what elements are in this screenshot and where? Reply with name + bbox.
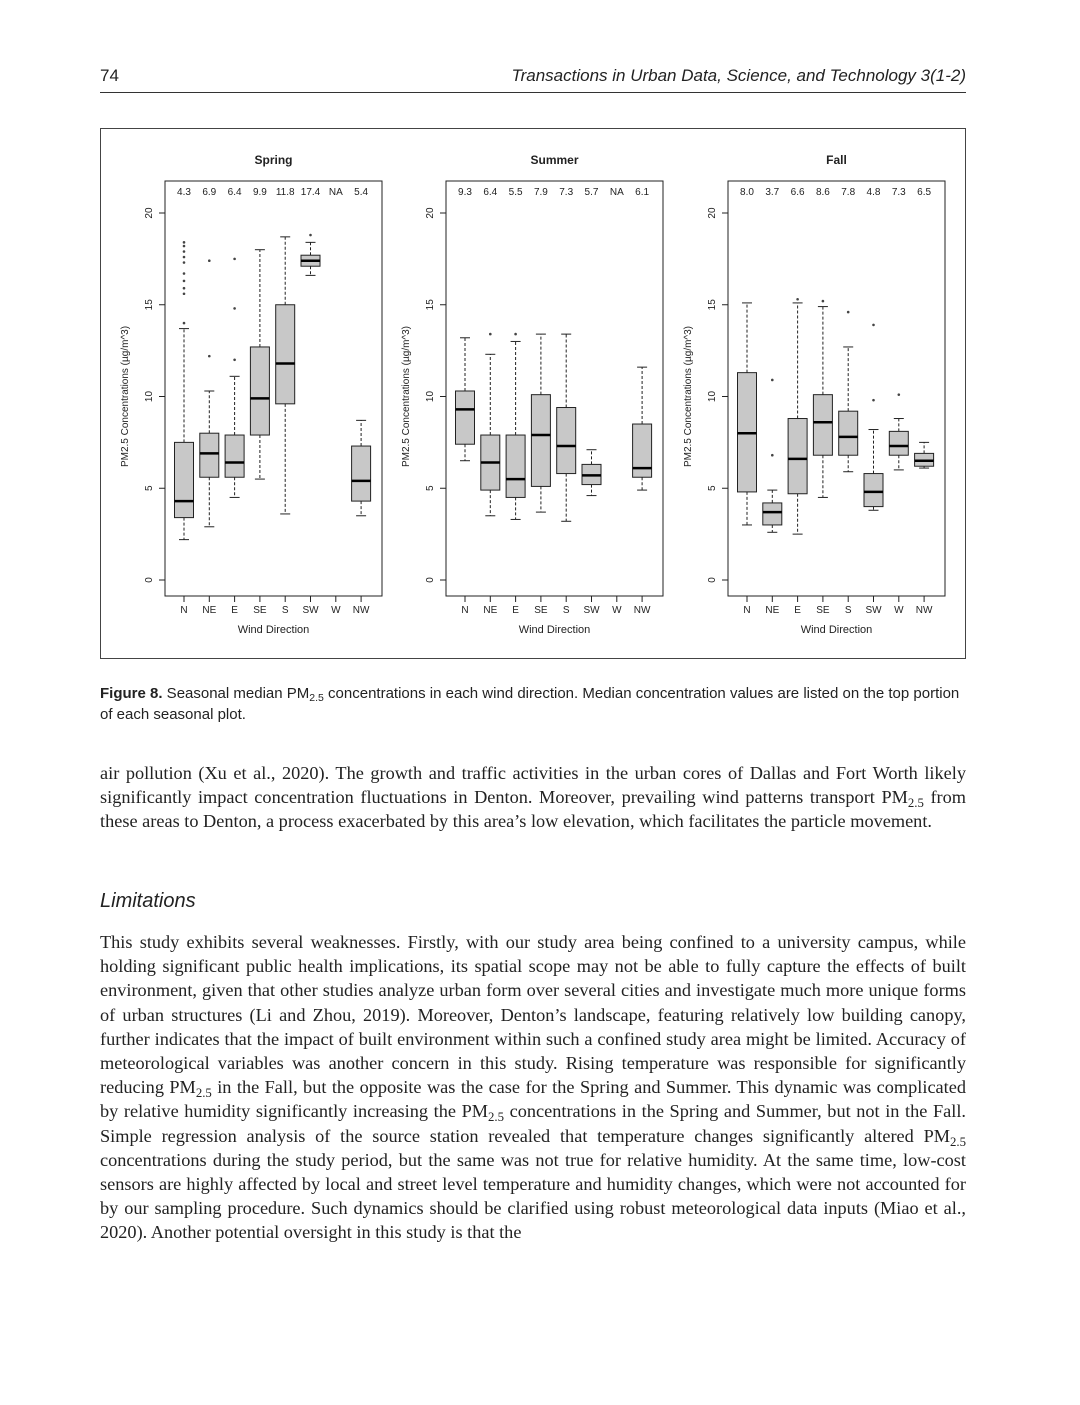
x-axis-label: Wind Direction xyxy=(800,624,873,636)
x-tick-label: S xyxy=(281,605,289,616)
outlier-point xyxy=(771,379,774,382)
iqr-box xyxy=(763,503,782,525)
paragraph-2-subscript-3: 2.5 xyxy=(950,1134,966,1149)
median-value-label: 8.0 xyxy=(740,187,754,198)
y-tick-label: 5 xyxy=(707,485,718,492)
median-value-label: 7.9 xyxy=(533,187,548,198)
median-value-label: 6.4 xyxy=(227,187,242,198)
median-value-label: 3.7 xyxy=(765,187,780,198)
iqr-box xyxy=(276,305,295,404)
outlier-point xyxy=(183,241,186,244)
y-tick-label: 15 xyxy=(707,299,718,311)
outlier-point xyxy=(847,311,850,314)
outlier-point xyxy=(822,300,825,303)
x-tick-label: E xyxy=(794,605,801,616)
y-tick-label: 10 xyxy=(425,390,436,403)
x-tick-label: N xyxy=(743,605,751,616)
outlier-point xyxy=(183,322,186,325)
outlier-point xyxy=(309,234,312,237)
x-tick-label: SW xyxy=(865,605,882,616)
paragraph-2-text-a: This study exhibits several weaknesses. Firstly, with our study area being confined to a university campus, while holding significant public health implications, its spatial scope may not be able to fully capture the effects of built environment, given that other studies analyze urban form over several cities and investigate much more unique forms of urban structures (Li and Zhou, 2019). Moreover, Denton’s landscape, featuring relatively low building canopy, further indicates that the impact of built environment within such a confined study area might be limited. Accuracy of meteorological variables was another concern in this study. Rising temperature was responsible for significantly reducing PM xyxy=(100,932,966,1098)
paragraph-1-text-a: air pollution (Xu et al., 2020). The growth and traffic activities in the urban cores of Dallas and Fort Worth likely significantly impact concentration fluctuations in Denton. Moreover, prevailing wind patterns transport PM xyxy=(100,763,966,808)
median-value-label: 6.9 xyxy=(202,187,217,198)
x-tick-label: E xyxy=(231,605,238,616)
iqr-box xyxy=(506,435,525,497)
iqr-box xyxy=(200,433,219,477)
outlier-point xyxy=(183,250,186,253)
median-value-label: 4.8 xyxy=(866,187,881,198)
x-tick-label: NW xyxy=(915,605,933,616)
x-tick-label: W xyxy=(894,605,904,616)
outlier-point xyxy=(183,287,186,290)
paragraph-2-subscript-1: 2.5 xyxy=(195,1086,212,1101)
x-tick-label: SE xyxy=(534,605,548,616)
median-value-label: 9.3 xyxy=(458,187,472,198)
outlier-point xyxy=(796,298,799,301)
iqr-box xyxy=(788,419,807,494)
median-value-label: 4.3 xyxy=(177,187,191,198)
y-axis-label: PM2.5 Concentrations (µg/m^3) xyxy=(401,325,412,468)
outlier-point xyxy=(183,261,186,264)
paragraph-1 xyxy=(100,761,966,834)
x-tick-label: S xyxy=(562,605,570,616)
y-tick-label: 15 xyxy=(425,299,436,311)
outlier-point xyxy=(233,258,236,261)
iqr-box xyxy=(557,408,576,474)
outlier-point xyxy=(208,259,211,262)
x-tick-label: SW xyxy=(302,605,319,616)
iqr-box xyxy=(352,446,371,501)
median-value-label: 6.6 xyxy=(790,187,805,198)
y-tick-label: 10 xyxy=(707,390,718,403)
median-value-label: 17.4 xyxy=(300,187,321,198)
iqr-box xyxy=(864,474,883,507)
iqr-box xyxy=(175,442,194,517)
journal-title: Transactions in Urban Data, Science, and Technology 3(1-2) xyxy=(511,66,966,85)
x-tick-label: E xyxy=(512,605,519,616)
iqr-box xyxy=(225,435,244,477)
page-number: 74 xyxy=(100,66,119,85)
iqr-box xyxy=(889,431,908,455)
x-tick-label: W xyxy=(331,605,341,616)
y-tick-label: 20 xyxy=(425,207,436,219)
y-tick-label: 0 xyxy=(425,577,436,583)
x-tick-label: NW xyxy=(633,605,651,616)
paragraph-2 xyxy=(100,930,966,1245)
caption-text-1: Seasonal median PM xyxy=(162,685,310,702)
median-value-label: 11.8 xyxy=(275,187,295,198)
section-heading-limitations: Limitations xyxy=(100,890,196,912)
median-value-label: 7.8 xyxy=(841,187,856,198)
plot-frame xyxy=(446,181,663,596)
iqr-box xyxy=(813,395,832,456)
outlier-point xyxy=(233,359,236,362)
paragraph-2-text-b: in the Fall, but the opposite was the case for the Spring and Summer. This dynamic was complicated by relative humidity significantly increasing the PM xyxy=(100,1077,967,1122)
median-value-label: 5.5 xyxy=(508,187,523,198)
median-value-label: 6.5 xyxy=(917,187,932,198)
median-value-label: NA xyxy=(609,187,624,198)
y-tick-label: 20 xyxy=(144,207,155,219)
figure-caption xyxy=(100,683,966,725)
x-tick-label: W xyxy=(612,605,622,616)
median-value-label: 6.1 xyxy=(635,187,650,198)
iqr-box xyxy=(456,391,475,444)
x-tick-label: SW xyxy=(583,605,600,616)
x-axis-label: Wind Direction xyxy=(518,624,591,636)
median-value-label: NA xyxy=(328,187,343,198)
x-tick-label: NE xyxy=(202,605,217,616)
y-tick-label: 20 xyxy=(707,207,718,219)
x-tick-label: NE xyxy=(483,605,498,616)
running-head xyxy=(100,66,966,93)
paragraph-2-text-c: concentrations in the Spring and Summer, but not in the Fall. Simple regression analysis of the source station revealed that temperature changes significantly altered PM xyxy=(100,1101,966,1146)
outlier-point xyxy=(183,280,186,283)
y-tick-label: 15 xyxy=(144,299,155,311)
x-tick-label: SE xyxy=(253,605,267,616)
median-value-label: 7.3 xyxy=(891,187,906,198)
y-tick-label: 0 xyxy=(707,577,718,583)
caption-subscript: 2.5 xyxy=(309,692,324,705)
paragraph-2-subscript-2: 2.5 xyxy=(488,1110,504,1125)
outlier-point xyxy=(233,307,236,310)
boxplot-figure xyxy=(101,129,967,660)
y-tick-label: 0 xyxy=(144,577,155,583)
median-value-label: 9.9 xyxy=(252,187,267,198)
x-tick-label: N xyxy=(180,605,188,616)
x-axis-label: Wind Direction xyxy=(237,624,310,636)
x-tick-label: N xyxy=(461,605,469,616)
iqr-box xyxy=(839,411,858,455)
paragraph-1-text-b: from these areas to Denton, a process exacerbated by this area’s low elevation, which facilitates the particle movement. xyxy=(100,787,966,832)
iqr-box xyxy=(250,347,269,435)
outlier-point xyxy=(183,272,186,275)
x-tick-label: S xyxy=(844,605,852,616)
x-tick-label: NE xyxy=(765,605,780,616)
plot-frame xyxy=(728,181,945,596)
y-axis-label: PM2.5 Concentrations (µg/m^3) xyxy=(120,325,131,468)
y-tick-label: 5 xyxy=(425,485,436,492)
median-value-label: 8.6 xyxy=(815,187,830,198)
outlier-point xyxy=(183,292,186,295)
outlier-point xyxy=(514,333,517,336)
y-tick-label: 5 xyxy=(144,485,155,492)
iqr-box xyxy=(531,395,550,487)
figure-8 xyxy=(100,128,966,659)
x-tick-label: SE xyxy=(816,605,830,616)
outlier-point xyxy=(872,324,875,327)
outlier-point xyxy=(872,399,875,402)
median-value-label: 5.7 xyxy=(584,187,599,198)
x-tick-label: NW xyxy=(352,605,370,616)
y-axis-label: PM2.5 Concentrations (µg/m^3) xyxy=(683,325,694,468)
y-tick-label: 10 xyxy=(144,390,155,403)
figure-label: Figure 8. xyxy=(100,685,163,702)
panel-title: Summer xyxy=(530,153,579,167)
outlier-point xyxy=(489,333,492,336)
outlier-point xyxy=(183,245,186,248)
paragraph-1-subscript: 2.5 xyxy=(907,796,924,811)
paragraph-2-text-d: concentrations during the study period, but the same was not true for relative humidity. At the same time, low-cost sensors are highly affected by local and street level temperature and humidity changes, which were not accounted for by our sampling procedure. Such dynamics should be clarified using robust meteorological data inputs (Miao et al., 2020). Another potential oversight in this study is that the xyxy=(100,1149,966,1243)
median-value-label: 5.4 xyxy=(354,187,369,198)
outlier-point xyxy=(898,393,901,396)
plot-frame xyxy=(165,181,382,596)
outlier-point xyxy=(183,256,186,259)
panel-title: Spring xyxy=(254,153,293,167)
caption-text-2: concentrations in each wind direction. Median concentration values are listed on the top portion of each seasonal plot. xyxy=(100,685,960,723)
median-value-label: 6.4 xyxy=(483,187,498,198)
outlier-point xyxy=(208,355,211,358)
panel-title: Fall xyxy=(826,153,847,167)
outlier-point xyxy=(771,454,774,457)
median-value-label: 7.3 xyxy=(559,187,574,198)
